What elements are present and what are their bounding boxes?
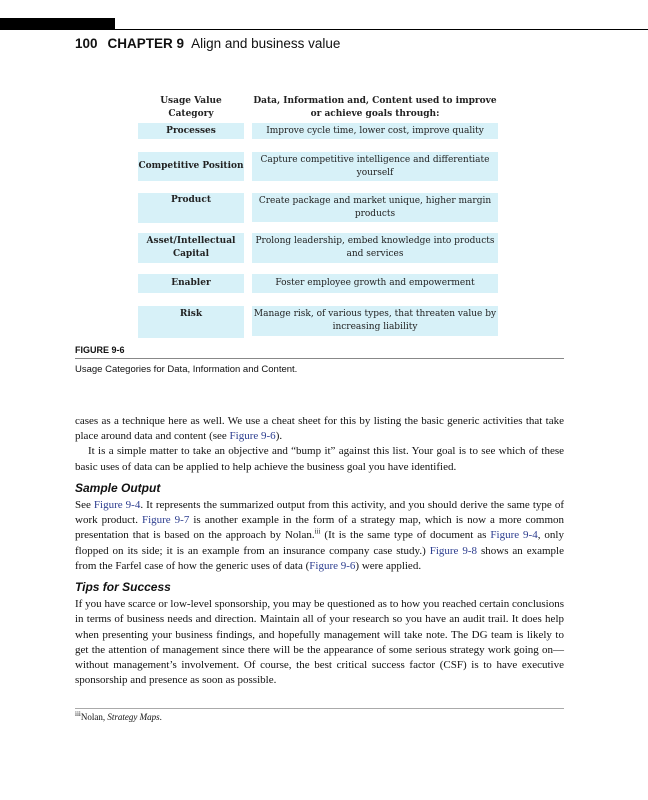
row-data: Capture competitive intelligence and differentiate yourself bbox=[252, 152, 498, 181]
row-data: Improve cycle time, lower cost, improve quality bbox=[252, 123, 498, 139]
text-run: ). bbox=[275, 430, 283, 443]
table-row bbox=[136, 193, 498, 222]
table-row bbox=[136, 152, 498, 181]
figure-link[interactable]: Figure 9-7 bbox=[141, 514, 190, 527]
row-data: Manage risk, of various types, that threaten value by increasing liability bbox=[252, 306, 498, 336]
table-header-row bbox=[136, 94, 498, 122]
body-text bbox=[75, 414, 564, 688]
figure-rule bbox=[75, 358, 564, 359]
text-run: . bbox=[159, 712, 162, 722]
figure-link[interactable]: Figure 9-6 bbox=[309, 559, 356, 572]
footnote-marker[interactable]: iii bbox=[314, 527, 321, 536]
text-run: . It represents the summarized output from this activity, and you should derive the same type of work product. bbox=[75, 499, 564, 527]
figure-link[interactable]: Figure 9-4 bbox=[490, 529, 538, 542]
row-category: Product bbox=[138, 193, 244, 223]
chapter-title: Align and business value bbox=[191, 36, 341, 51]
row-data: Foster employee growth and empowerment bbox=[252, 274, 498, 293]
text-run: (It is the same type of document as bbox=[320, 529, 491, 542]
col-header-category: Usage Value Category bbox=[160, 96, 222, 119]
paragraph: If you have scarce or low-level sponsorship, you may be questioned as to how you reached certain conclusions in terms of business needs and direction. Maintain all of your research so you have an audit trail. It does help when presenting your business findings, and hopefully management will take note. The DG team is likely to get the attention of management since there will be the appearance of some serious strategy work going on—without management’s involvement. Of course, the best critical success factor (CSF) is to have executive sponsorship and presence as soon as possible. bbox=[75, 598, 564, 687]
footnote-author: Nolan, bbox=[80, 712, 108, 722]
table-row bbox=[136, 306, 498, 336]
paragraph: It is a simple matter to take an objective and “bump it” against this list. Your goal is to see which of these basic uses of data can be applied to help achieve the business goal you have identified. bbox=[75, 445, 564, 473]
row-category: Enabler bbox=[138, 274, 244, 293]
page-number: 100 bbox=[75, 36, 98, 51]
footnote-title: Strategy Maps bbox=[107, 712, 160, 722]
section-heading-tips-for-success: Tips for Success bbox=[75, 580, 171, 595]
footnote-marker: iii bbox=[75, 710, 81, 718]
footnote bbox=[75, 712, 162, 722]
running-header bbox=[75, 36, 340, 51]
figure-link[interactable]: Figure 9-6 bbox=[229, 430, 276, 443]
text-run: , only flopped on its side; it is an example from an insurance company case study.) bbox=[75, 529, 564, 557]
row-category: Asset/Intellectual Capital bbox=[138, 233, 244, 263]
figure-caption: Usage Categories for Data, Information and Content. bbox=[75, 364, 298, 375]
row-category: Risk bbox=[138, 306, 244, 338]
figure-label: FIGURE 9-6 bbox=[75, 345, 125, 355]
footnote-rule bbox=[75, 708, 564, 709]
figure-link[interactable]: Figure 9-4 bbox=[93, 499, 141, 512]
paragraph bbox=[75, 414, 564, 444]
header-rule bbox=[115, 29, 648, 30]
text-run: cases as a technique here as well. We use a cheat sheet for this by listing the basic generic activities that take place around data and content (see bbox=[75, 415, 564, 443]
text-run: shows an example from the Farfel case of how the generic uses of data ( bbox=[75, 544, 564, 572]
table-row bbox=[136, 274, 498, 293]
table-row bbox=[136, 233, 498, 263]
row-category: Competitive Position bbox=[138, 152, 244, 181]
col-header-data: Data, Information and, Content used to improve or achieve goals through: bbox=[253, 96, 497, 119]
header-bar bbox=[0, 18, 115, 30]
row-data: Create package and market unique, higher margin products bbox=[252, 193, 498, 222]
row-data: Prolong leadership, embed knowledge into products and services bbox=[252, 233, 498, 263]
figure-link[interactable]: Figure 9-8 bbox=[429, 544, 478, 557]
text-run: See bbox=[75, 499, 94, 512]
chapter-label: CHAPTER 9 bbox=[107, 36, 185, 51]
text-run: ) were applied. bbox=[355, 559, 422, 572]
section-heading-sample-output: Sample Output bbox=[75, 480, 161, 495]
row-category: Processes bbox=[138, 123, 244, 139]
table-row bbox=[136, 123, 498, 139]
text-run: is another example in the form of a strategy map, which is now a more common presentation that is based on the approach by Nolan. bbox=[75, 514, 564, 542]
paragraph bbox=[75, 498, 564, 574]
